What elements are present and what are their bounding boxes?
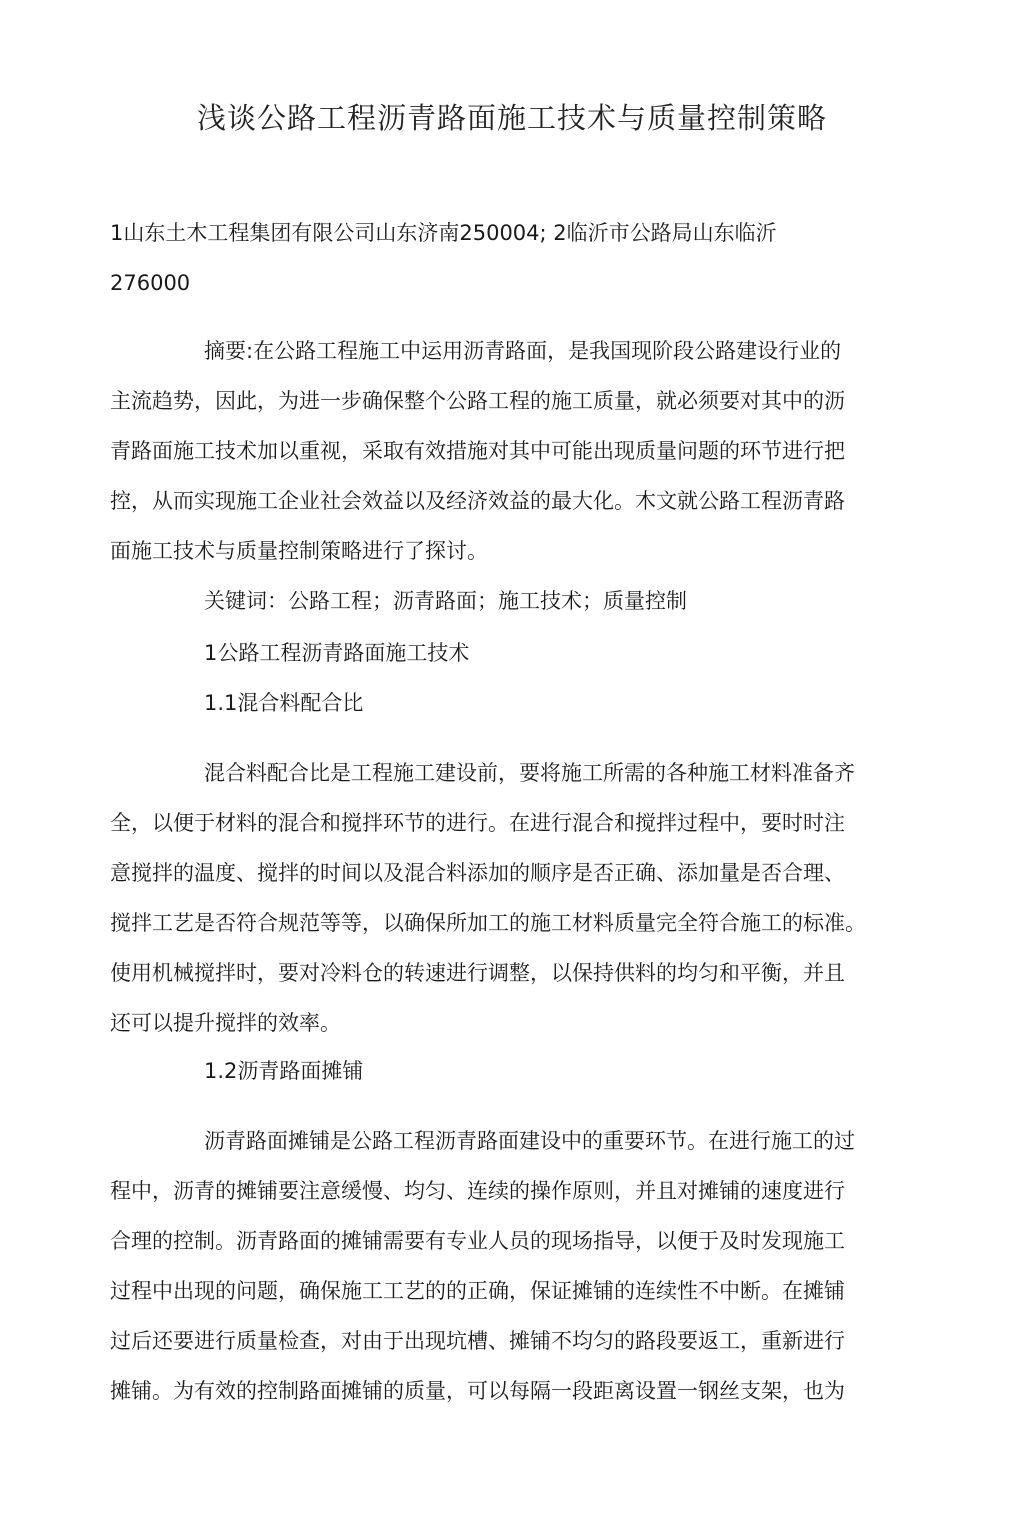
paragraph-line: 过后还要进行质量检查，对由于出现坑槽、摊铺不均匀的路段要返工，重新进行 [110,1329,845,1353]
keywords: 关键词：公路工程；沥青路面；施工技术；质量控制 [204,589,687,613]
paragraph-line: 搅拌工艺是否符合规范等等，以确保所加工的施工材料质量完全符合施工的标准。 [110,911,866,935]
affiliation-line: 1山东土木工程集团有限公司山东济南250004; 2临沂市公路局山东临沂 [110,221,777,245]
abstract-line: 青路面施工技术加以重视，采取有效措施对其中可能出现质量问题的环节进行把 [110,439,845,463]
paragraph-line: 合理的控制。沥青路面的摊铺需要有专业人员的现场指导，以便于及时发现施工 [110,1229,845,1253]
affiliation-line: 276000 [110,271,191,295]
abstract-line: 摘要:在公路工程施工中运用沥青路面，是我国现阶段公路建设行业的 [204,339,842,363]
paragraph-line: 还可以提升搅拌的效率。 [110,1011,341,1035]
paragraph-line: 程中，沥青的摊铺要注意缓慢、均匀、连续的操作原则，并且对摊铺的速度进行 [110,1179,845,1203]
section-heading: 1公路工程沥青路面施工技术 [204,641,470,665]
paragraph-line: 过程中出现的问题，确保施工工艺的的正确，保证摊铺的连续性不中断。在摊铺 [110,1279,845,1303]
abstract-line: 主流趋势，因此，为进一步确保整个公路工程的施工质量，就必须要对其中的沥 [110,389,845,413]
document-title: 浅谈公路工程沥青路面施工技术与质量控制策略 [196,101,827,135]
paragraph-line: 使用机械搅拌时，要对冷料仓的转速进行调整，以保持供料的均匀和平衡，并且 [110,961,845,985]
paragraph-line: 全，以便于材料的混合和搅拌环节的进行。在进行混合和搅拌过程中，要时时注 [110,811,845,835]
subsection-heading: 1.1混合料配合比 [204,691,364,715]
paragraph-line: 意搅拌的温度、搅拌的时间以及混合料添加的顺序是否正确、添加量是否合理、 [110,861,845,885]
paragraph-line: 混合料配合比是工程施工建设前，要将施工所需的各种施工材料准备齐 [204,761,855,785]
paragraph-line: 摊铺。为有效的控制路面摊铺的质量，可以每隔一段距离设置一钢丝支架，也为 [110,1379,845,1403]
subsection-heading: 1.2沥青路面摊铺 [204,1059,364,1083]
paragraph-line: 沥青路面摊铺是公路工程沥青路面建设中的重要环节。在进行施工的过 [204,1129,855,1153]
abstract-line: 控，从而实现施工企业社会效益以及经济效益的最大化。木文就公路工程沥青路 [110,489,845,513]
abstract-line: 面施工技术与质量控制策略进行了探讨。 [110,539,488,563]
